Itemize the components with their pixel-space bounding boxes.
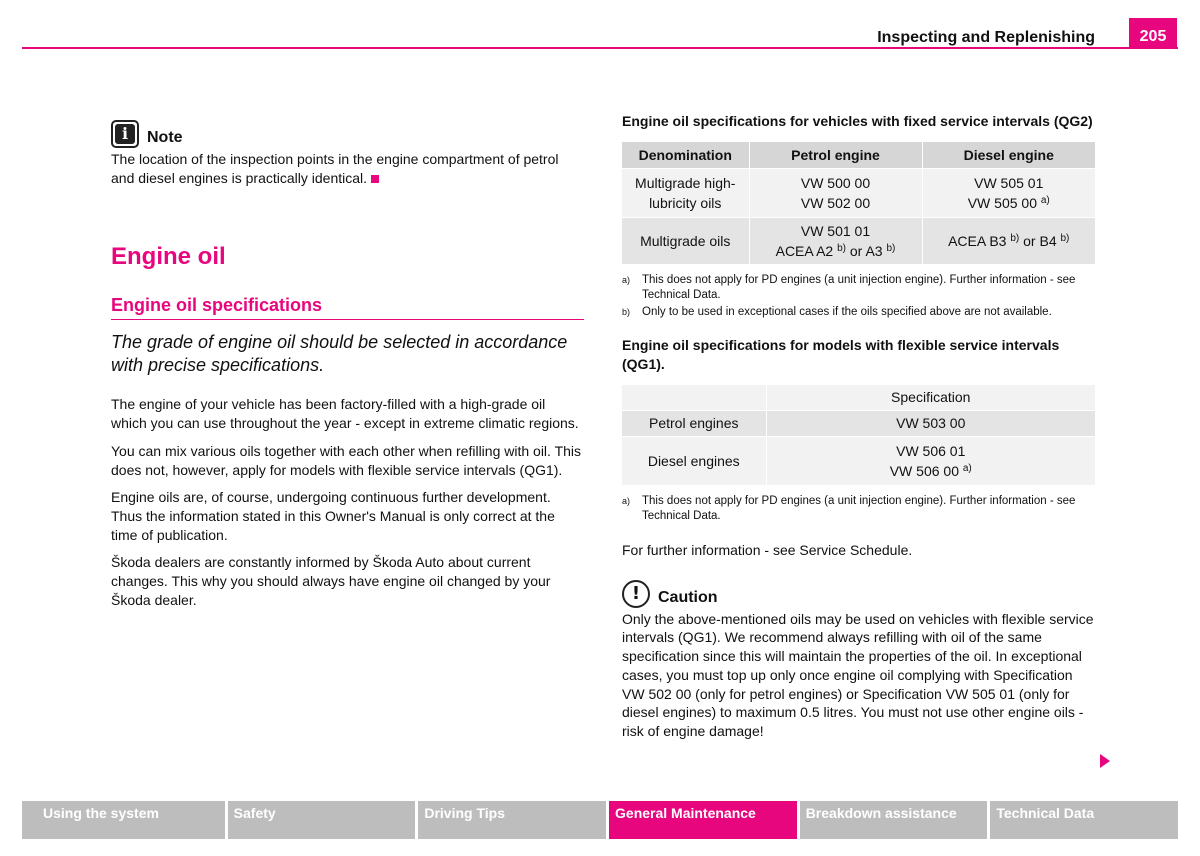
table-row xyxy=(622,436,1095,485)
cell-line: VW 505 01 xyxy=(974,174,1044,191)
cell-line: VW 500 00 xyxy=(800,174,871,191)
next-page-arrow-icon[interactable] xyxy=(1100,754,1110,768)
page-header-title: Inspecting and Replenishing xyxy=(877,29,1095,46)
table-cell: Diesel engines xyxy=(622,436,766,485)
cell-line: ACEA A2 xyxy=(775,242,834,259)
fixed-interval-oil-table xyxy=(622,142,1095,264)
note-title: Note xyxy=(147,129,183,146)
paragraph: Engine oils are, of course, undergoing continuous further development. Thus the information stated in this Owner's Manual is only correct at the time of publication. xyxy=(111,489,555,543)
cell-line: VW 506 00 xyxy=(889,462,959,479)
column-header: Petrol engine xyxy=(749,142,922,168)
note-text xyxy=(111,150,584,187)
exclamation-icon: ! xyxy=(622,580,650,608)
table-row xyxy=(622,217,1095,264)
paragraph: The engine of your vehicle has been factory-filled with a high-grade oil which you can use throughout the year - except in extreme climatic regions. xyxy=(111,396,579,432)
header-rule xyxy=(22,47,1178,49)
table-cell xyxy=(749,217,922,264)
cell-line: ACEA B3 xyxy=(948,232,1007,249)
table-cell: Petrol engines xyxy=(622,410,766,436)
tab-driving-tips[interactable]: Driving Tips xyxy=(418,801,606,839)
tab-safety[interactable]: Safety xyxy=(228,801,416,839)
cell-line: VW 501 01 xyxy=(800,222,871,239)
table-cell xyxy=(922,168,1095,217)
footnote-ref: a) xyxy=(1040,194,1050,206)
footnote xyxy=(622,273,1095,303)
table-fixed-title: Engine oil specifications for vehicles with fixed service intervals (QG2) xyxy=(622,113,1093,129)
footnotes xyxy=(622,273,1095,320)
tab-breakdown-assistance[interactable]: Breakdown assistance xyxy=(800,801,988,839)
table-flexible-title: Engine oil specifications for models with flexible service intervals (QG1). xyxy=(622,336,1060,372)
caution-text: Only the above-mentioned oils may be used on vehicles with flexible service intervals (QG1). We recommend always refilling with oil of the same specification since this will maintain the properties of the oil. In exceptional cases, you must top up only once engine oil complying with Specification VW 502 00 (only for petrol engines) or Specification VW 505 01 (only for diesel engines) to maximum 0.5 litres. You must not use other engine oils - risk of engine damage! xyxy=(622,610,1094,739)
footnote-mark: a) xyxy=(622,274,631,285)
right-column xyxy=(622,112,1095,741)
cell-line: or B4 xyxy=(1023,232,1057,249)
table-row xyxy=(622,410,1095,436)
column-header: Denomination xyxy=(622,142,749,168)
end-of-section-mark xyxy=(371,175,379,183)
left-column xyxy=(111,112,584,609)
paragraph: You can mix various oils together with each other when refilling with oil. This does not, however, apply for models with flexible service intervals (QG1). xyxy=(111,442,582,478)
section-subtitle: Engine oil specifications xyxy=(111,295,584,320)
footnote-ref: b) xyxy=(837,242,846,254)
table-cell xyxy=(622,384,766,410)
further-info-text: For further information - see Service Schedule. xyxy=(622,542,913,558)
table-header-row xyxy=(622,142,1095,168)
footnote-ref: b) xyxy=(1010,232,1020,244)
footnotes xyxy=(622,494,1095,524)
note-heading xyxy=(111,112,584,148)
footnote xyxy=(622,494,1095,524)
table-header-row xyxy=(622,384,1095,410)
cell-line: VW 502 00 xyxy=(800,194,871,211)
lead-text: The grade of engine oil should be selected in accordance with precise specifications. xyxy=(111,332,568,376)
footnote-text: Only to be used in exceptional cases if the oils specified above are not available. xyxy=(642,305,1052,318)
table-row xyxy=(622,168,1095,217)
footnote-ref: a) xyxy=(962,462,972,474)
table-cell: Multigrade oils xyxy=(622,217,749,264)
footnote-text: This does not apply for PD engines (a unit injection engine). Further information - see Technical Data. xyxy=(642,273,1076,301)
table-cell: VW 503 00 xyxy=(766,410,1095,436)
chapter-tabs xyxy=(22,801,1178,839)
info-icon: i xyxy=(111,120,139,148)
cell-line: or A3 xyxy=(849,242,883,259)
footnote-text: This does not apply for PD engines (a unit injection engine). Further information - see Technical Data. xyxy=(642,495,1076,522)
flexible-interval-oil-table xyxy=(622,384,1095,486)
tab-using-the-system[interactable]: Using the system xyxy=(22,801,225,839)
caution-heading xyxy=(622,578,1095,608)
table-cell xyxy=(749,168,922,217)
cell-line: lubricity oils xyxy=(649,194,722,211)
paragraph: Škoda dealers are constantly informed by Škoda Auto about current changes. This why you should always have engine oil changed by your Škoda dealer. xyxy=(111,554,551,608)
cell-line: VW 505 00 xyxy=(967,194,1037,211)
page-number: 205 xyxy=(1129,18,1177,49)
tab-technical-data[interactable]: Technical Data xyxy=(990,801,1178,839)
table-cell xyxy=(766,436,1095,485)
tab-general-maintenance[interactable]: General Maintenance xyxy=(609,801,797,839)
table-cell xyxy=(622,168,749,217)
footnote xyxy=(622,305,1095,320)
column-header: Diesel engine xyxy=(922,142,1095,168)
cell-line: Multigrade high- xyxy=(635,174,736,191)
column-header: Specification xyxy=(766,384,1095,410)
footnote-mark: b) xyxy=(622,306,631,317)
section-title: Engine oil xyxy=(111,243,226,271)
footnote-ref: b) xyxy=(1060,232,1070,244)
caution-title: Caution xyxy=(658,588,718,606)
footnote-ref: b) xyxy=(886,242,896,254)
cell-line: VW 506 01 xyxy=(896,442,966,459)
footnote-mark: a) xyxy=(622,496,631,506)
note-text-body: The location of the inspection points in the engine compartment of petrol and diesel engines is practically identical. xyxy=(111,151,559,186)
table-cell xyxy=(922,217,1095,264)
